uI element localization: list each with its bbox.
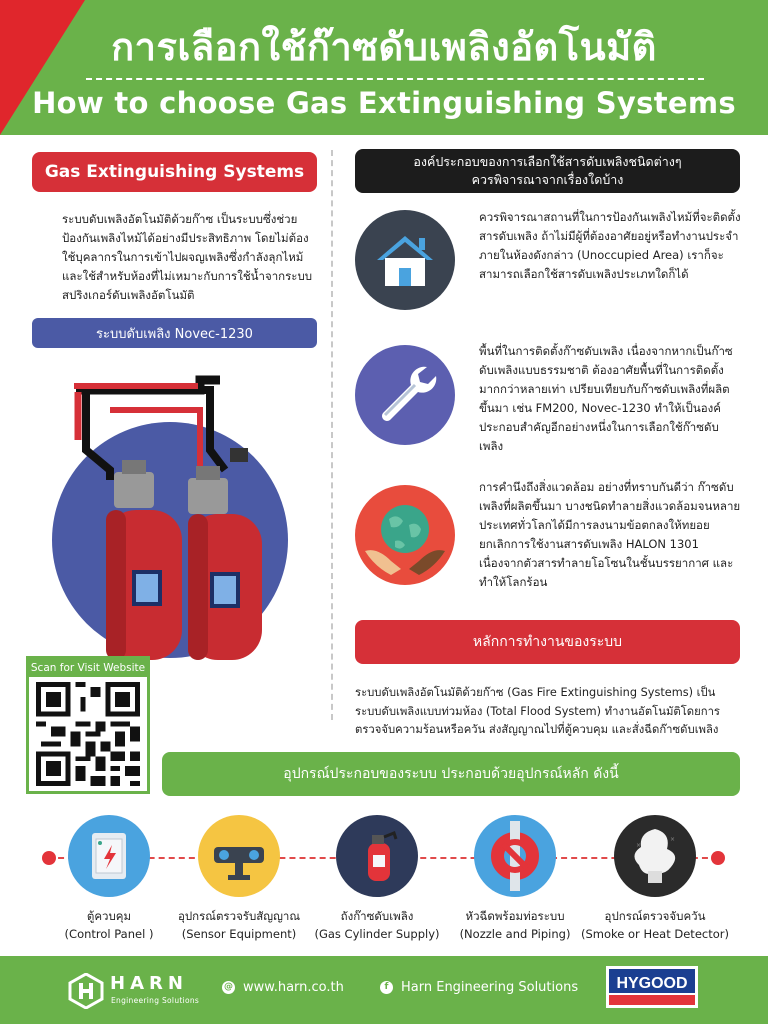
- factor-text-space: พื้นที่ในการติดตั้งก๊าซดับเพลิง เนื่องจากหากเป็นก๊าซดับเพลิงแบบธรรมชาติ ต้องอาศัยพื้นที่ในการติดตั้งมากกว่าหลายเท่า เปรียบเทียบกับก๊าซดับเพลิงที่ผลิตขึ้นมา เช่น FM200, Novec-1230 ทำให้เป็นองค์ประกอบสำคัญอีกอย่างหนึ่งในการเลือกใช้ก๊าซดับเพลิง: [479, 344, 733, 453]
- brand-name: HARN: [110, 973, 188, 994]
- control-panel-icon: [68, 815, 150, 897]
- house-icon: [355, 210, 455, 310]
- principle-title: หลักการทำงานของระบบ: [355, 620, 740, 664]
- sensor-icon: [198, 815, 280, 897]
- qr-code-icon: [36, 682, 140, 786]
- page-title-english: How to choose Gas Extinguishing Systems: [32, 86, 736, 120]
- smoke-detector-label-th: อุปกรณ์ตรวจจับควัน: [604, 909, 706, 923]
- hygood-logo-text: HYGOOD: [616, 975, 688, 992]
- facebook-text: Harn Engineering Solutions: [401, 980, 579, 995]
- nozzle-icon: [474, 815, 556, 897]
- link-icon: @: [224, 982, 233, 992]
- gas-cylinders-illustration: [50, 370, 320, 660]
- svg-text:×: ×: [636, 842, 642, 849]
- control-panel-label-en: (Control Panel ): [64, 927, 154, 941]
- factors-title-line1: องค์ประกอบของการเลือกใช้สารดับเพลิงชนิดต่างๆ: [413, 154, 682, 169]
- control-panel-label-th: ตู้ควบคุม: [86, 909, 132, 923]
- hygood-logo: [606, 966, 698, 1008]
- website-link[interactable]: [222, 980, 344, 995]
- facebook-icon: f: [380, 981, 393, 994]
- nozzle-label-th: หัวฉีดพร้อมท่อระบบ: [465, 909, 565, 923]
- header-divider: [86, 78, 704, 80]
- qr-label: Scan for Visit Website: [29, 659, 147, 677]
- harn-logo[interactable]: [68, 970, 218, 1012]
- sensor-label-th: อุปกรณ์ตรวจรับสัญญาณ: [177, 909, 301, 923]
- smoke-detector-icon: [614, 815, 696, 897]
- equipment-nozzle: [440, 815, 590, 943]
- system-label-novec: ระบบดับเพลิง Novec-1230: [32, 318, 317, 348]
- harn-logo-icon: [68, 973, 104, 1009]
- qr-code-box[interactable]: [26, 656, 150, 794]
- equipment-gas-cylinder: [302, 815, 452, 943]
- factors-title: [355, 149, 740, 193]
- equipment-smoke-detector: [580, 815, 730, 943]
- gas-cylinder-label-th: ถังก๊าซดับเพลิง: [340, 909, 414, 923]
- sensor-label-en: (Sensor Equipment): [181, 927, 297, 941]
- factor-text-environment: การคำนึงถึงสิ่งแวดล้อม อย่างที่ทราบกันดีว่า ก๊าซดับเพลิงที่ผลิตขึ้นมา บางชนิดทำลายสิ่งแวดล้อมจนหลายประเทศทั่วโลกได้มีการลงนามข้อตกลงให้ทยอยยกเลิกการใช้งานสารดับเพลิง HALON 1301 เนื่องจากตัวสารทำลายโอโซนในชั้นบรรยากาศ และทำให้โลกร้อน: [479, 480, 741, 589]
- equipment-control-panel: [34, 815, 184, 943]
- gas-cylinder-label-en: (Gas Cylinder Supply): [314, 927, 440, 941]
- principle-text: ระบบดับเพลิงอัตโนมัติด้วยก๊าซ (Gas Fire Extinguishing Systems) เป็นระบบดับเพลิงแบบท่วมห้อง (Total Flood System) ทำงานอัตโนมัติโดยการตรวจจับความร้อนหรือควัน ส่งสัญญาณไปที่ตู้ควบคุม และสั่งฉีดก๊าซดับเพลิง: [355, 686, 720, 736]
- factors-title-line2: ควรพิจารณาจากเรื่องใดบ้าง: [471, 172, 624, 187]
- factor-text-location: ควรพิจารณาสถานที่ในการป้องกันเพลิงไหม้ที่จะติดตั้งสารดับเพลิง ถ้าไม่มีผู้ที่ต้องอาศัยอยู่หรือทำงานประจำภายในห้องดังกล่าว (Unoccupied Area) เราก็จะสามารถเลือกใช้สารดับเพลิงประเภทใดก็ได้: [479, 210, 741, 281]
- section-title-gas-systems: Gas Extinguishing Systems: [32, 152, 317, 192]
- equipment-sensor: [164, 815, 314, 943]
- svg-text:×: ×: [670, 836, 676, 843]
- website-text: www.harn.co.th: [243, 980, 344, 995]
- earth-hands-icon: [355, 485, 455, 585]
- gas-cylinder-icon: [336, 815, 418, 897]
- column-divider: [331, 150, 333, 720]
- facebook-link[interactable]: [380, 980, 578, 995]
- equipment-title: อุปกรณ์ประกอบของระบบ ประกอบด้วยอุปกรณ์หลัก ดังนี้: [162, 752, 740, 796]
- intro-paragraph: ระบบดับเพลิงอัตโนมัติด้วยก๊าซ เป็นระบบซึ่งช่วยป้องกันเพลิงไหม้ได้อย่างมีประสิทธิภาพ โดยไม่ต้องใช้บุคลากรในการเข้าไปผจญเพลิงซึ่งกำลังลุกไหม้ และใช้สำหรับห้องที่ไม่เหมาะกับการใช้น้ำจากระบบสปริงเกอร์ดับเพลิงอัตโนมัติ: [62, 212, 313, 302]
- page-title-thai: การเลือกใช้ก๊าซดับเพลิงอัตโนมัติ: [111, 25, 657, 69]
- header-banner: [0, 0, 768, 135]
- wrench-icon: [355, 345, 455, 445]
- nozzle-label-en: (Nozzle and Piping): [459, 927, 571, 941]
- smoke-detector-label-en: (Smoke or Heat Detector): [581, 927, 729, 941]
- brand-subtitle: Engineering Solutions: [111, 996, 200, 1005]
